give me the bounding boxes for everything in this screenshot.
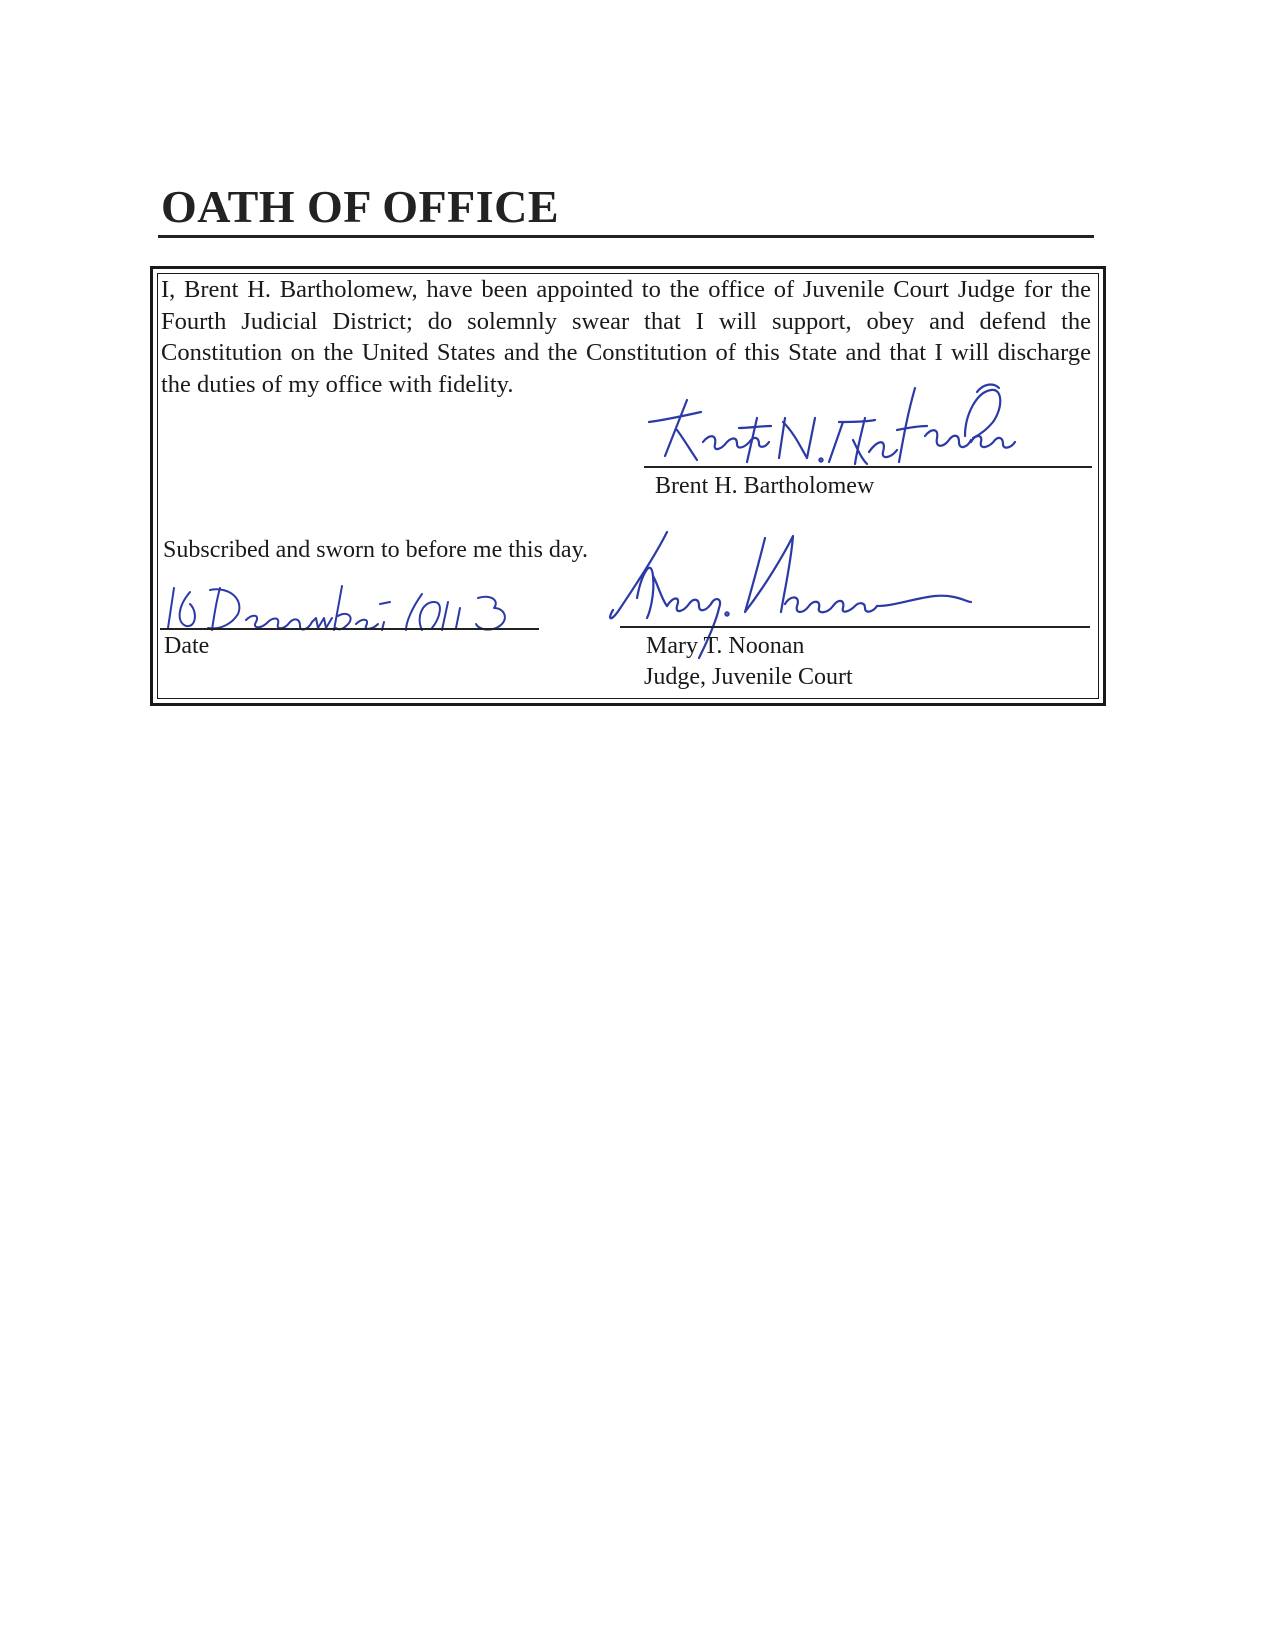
official-name-label: Mary T. Noonan	[646, 633, 805, 659]
date-label: Date	[164, 633, 210, 659]
official-signature-line	[620, 626, 1090, 628]
date-line	[160, 628, 539, 630]
official-title-label: Judge, Juvenile Court	[644, 664, 853, 690]
oath-text: I, Brent H. Bartholomew, have been appointed to the office of Juvenile Court Judge for the Fourth Judicial District; do solemnly swear that I will support, obey and defend the Constitution on the United States and the Constitution of this State and that I will discharge the duties of my office with fidelity.	[161, 276, 1091, 398]
title-rule	[158, 235, 1094, 238]
appointee-name-label: Brent H. Bartholomew	[655, 473, 875, 499]
page-title: OATH OF OFFICE	[161, 181, 559, 232]
appointee-signature	[625, 378, 1095, 478]
appointee-signature-line	[644, 466, 1092, 468]
sworn-statement: Subscribed and sworn to before me this day.	[163, 537, 589, 563]
